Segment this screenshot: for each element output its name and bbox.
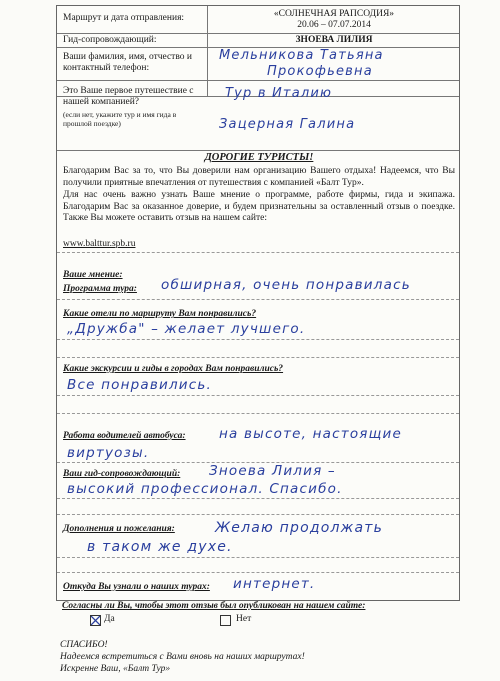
- tour-dates: 20.06 – 07.07.2014: [297, 20, 371, 30]
- intro-heading: ДОРОГИЕ ТУРИСТЫ!: [204, 152, 314, 163]
- guide-label: Гид-сопровождающий:: [63, 35, 157, 45]
- check-icon: [91, 616, 100, 625]
- intro-p1: Благодарим Вас за то, что Вы доверили нам организацию Вашего отдыха! Надеемся, что Вы получили приятные впечатления от путешествия с компанией «Балт Тур».: [63, 166, 455, 188]
- no-checkbox[interactable]: [220, 615, 231, 626]
- no-label: Нет: [236, 614, 252, 624]
- divider: [57, 357, 459, 358]
- drivers-label: Работа водителей автобуса:: [63, 431, 186, 441]
- program-label: Программа тура:: [63, 284, 137, 294]
- yes-label: Да: [104, 614, 115, 624]
- route-label: Маршрут и дата отправления:: [63, 13, 185, 23]
- drivers-answer-2: виртуозы.: [67, 445, 150, 461]
- consent-label: Согласны ли Вы, чтобы этот отзыв был опубликован на нашем сайте:: [62, 601, 366, 611]
- footer-line2: Надеемся встретиться с Вами вновь на наших маршрутах!: [60, 652, 305, 662]
- excursions-label: Какие экскурсии и гиды в городах Вам понравились?: [63, 364, 284, 374]
- footer-thanks: СПАСИБО!: [60, 640, 108, 650]
- guide-answer-1: Зноева Лилия –: [209, 463, 336, 479]
- hotels-label: Какие отели по маршруту Вам понравились?: [63, 309, 257, 319]
- tour-name: «СОЛНЕЧНАЯ РАПСОДИЯ»: [273, 9, 395, 19]
- name-label: Ваши фамилия, имя, отчество и контактный телефон:: [63, 52, 192, 73]
- wishes-label: Дополнения и пожелания:: [63, 524, 175, 534]
- divider: [57, 33, 459, 34]
- first-trip-label: Это Ваше первое путешествие с нашей компанией?: [63, 86, 194, 107]
- program-answer: обширная, очень понравилась: [161, 277, 411, 293]
- guide-answer-2: высокий профессионал. Спасибо.: [67, 481, 343, 497]
- first-trip-value-2: Зацерная Галина: [219, 117, 356, 132]
- wishes-answer-2: в таком же духе.: [87, 539, 233, 555]
- divider: [57, 498, 459, 499]
- source-answer: интернет.: [233, 576, 316, 592]
- divider: [57, 557, 459, 558]
- divider: [57, 413, 459, 414]
- source-label: Откуда Вы узнали о наших турах:: [63, 582, 210, 592]
- divider: [57, 514, 459, 515]
- intro-p2: Для нас очень важно узнать Ваше мнение о программе, работе фирмы, гида и экипажа. Благодарим Вас за оказанное доверие, и будем признательны за оставленный отзыв о поездке. Также Вы можете оставить отзыв на нашем сайте:: [63, 190, 455, 223]
- name-value-1: Мельникова Татьяна: [219, 48, 384, 63]
- feedback-form: [56, 5, 460, 601]
- first-trip-note: (если нет, укажите тур и имя гида в прошлой поездке): [63, 110, 177, 128]
- name-value-2: Прокофьевна: [267, 64, 373, 79]
- divider: [57, 150, 459, 151]
- hotels-answer: „Дружба" – желает лучшего.: [67, 321, 306, 337]
- divider: [57, 252, 459, 253]
- excursions-answer: Все понравились.: [67, 377, 213, 393]
- divider: [57, 572, 459, 573]
- site-link[interactable]: www.balttur.spb.ru: [63, 239, 136, 249]
- yes-checkbox[interactable]: [90, 615, 101, 626]
- guide-review-label: Ваш гид-сопровождающий:: [63, 469, 181, 479]
- drivers-answer-1: на высоте, настоящие: [219, 426, 403, 442]
- opinion-heading: Ваше мнение:: [63, 270, 123, 280]
- first-trip-value-1: Тур в Италию: [225, 86, 333, 101]
- divider: [57, 299, 459, 300]
- divider: [57, 339, 459, 340]
- footer-line3: Искренне Ваш, «Балт Тур»: [60, 664, 171, 674]
- divider: [57, 80, 459, 81]
- wishes-answer-1: Желаю продолжать: [215, 520, 384, 536]
- divider: [57, 395, 459, 396]
- guide-name: ЗНОЕВА ЛИЛИЯ: [295, 35, 373, 45]
